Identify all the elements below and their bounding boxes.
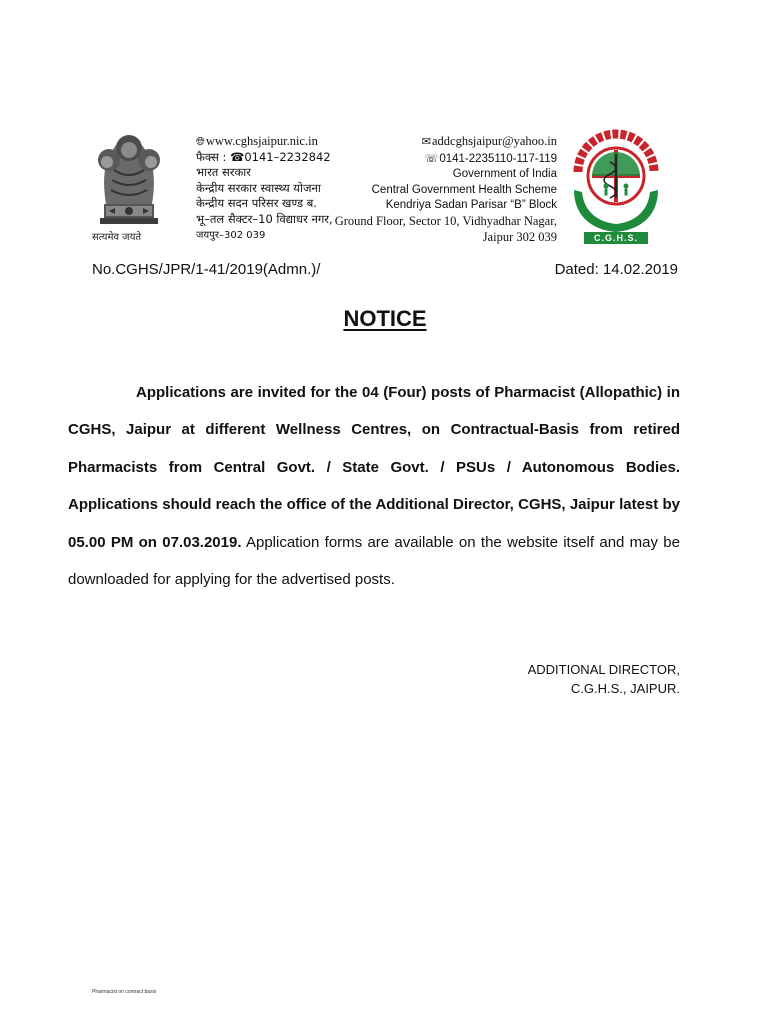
cghs-logo (566, 120, 666, 246)
emblem-motto: सत्यमेव जयते (92, 232, 142, 243)
scheme-line: Central Government Health Scheme (371, 183, 557, 196)
state-emblem-image (84, 120, 174, 245)
floor-line-hindi: भू–तल सैक्टर–10 विद्याधर नगर, (196, 211, 333, 226)
email-line (335, 134, 557, 151)
phone-icon: ☏ (424, 151, 439, 165)
header-left-block (196, 134, 333, 243)
header-right-block (335, 134, 557, 245)
notice-title: NOTICE (343, 306, 427, 331)
signature-designation: ADDITIONAL DIRECTOR, (527, 662, 680, 677)
website-line (196, 134, 333, 150)
govt-line-hindi: भारत सरकार (196, 165, 251, 180)
envelope-icon: ✉ (421, 135, 431, 148)
notice-body (68, 374, 680, 598)
sadan-line-hindi: केन्द्रीय सदन परिसर खण्ड ब. (196, 196, 317, 211)
sadan-line: Kendriya Sadan Parisar “B” Block (385, 199, 557, 212)
govt-line: Government of India (452, 168, 557, 181)
floor-line: Ground Floor, Sector 10, Vidhyadhar Nagar, (334, 213, 557, 228)
reference-line (92, 261, 678, 278)
city-line-hindi: जयपुर–302 039 (196, 229, 266, 241)
website-link[interactable]: www.cghsjaipur.nic.in (205, 134, 318, 148)
reference-date: Dated: 14.02.2019 (554, 261, 678, 278)
signature-office: C.G.H.S., JAIPUR. (570, 681, 680, 696)
notice-body-normal: Application forms are available on the website itself and may be downloaded for applying for the advertised posts. (68, 533, 680, 589)
phone-number: 0141-2235110-117-119 (439, 152, 557, 165)
email-link[interactable]: addcghsjaipur@yahoo.in (431, 134, 557, 148)
footer-note: Pharmacist on contract basis (92, 989, 157, 995)
logo-text: C.G.H.S. (593, 233, 638, 243)
reference-number: No.CGHS/JPR/1-41/2019(Admn.)/ (92, 261, 321, 278)
fax-line: फैक्स : ☎0141–2232842 (196, 149, 331, 164)
scheme-line-hindi: केन्द्रीय सरकार स्वास्थ्य योजना (196, 180, 321, 195)
signature-block (528, 660, 680, 698)
notice-body-bold: Applications are invited for the 04 (Four) posts of Pharmacist (Allopathic) in CGHS, Jaipur at different Wellness Centres, on Contractual-Basis from retired Pharmacists from Central Govt. / State Govt. / PSUs / Autonomous Bodies. Applications should reach the office of the Additional Director, CGHS, Jaipur latest by 05.00 PM on 07.03.2019. (68, 384, 680, 551)
phone-line (335, 151, 557, 168)
globe-icon: 🌐︎ (196, 135, 205, 148)
city-line: Jaipur 302 039 (482, 229, 557, 244)
